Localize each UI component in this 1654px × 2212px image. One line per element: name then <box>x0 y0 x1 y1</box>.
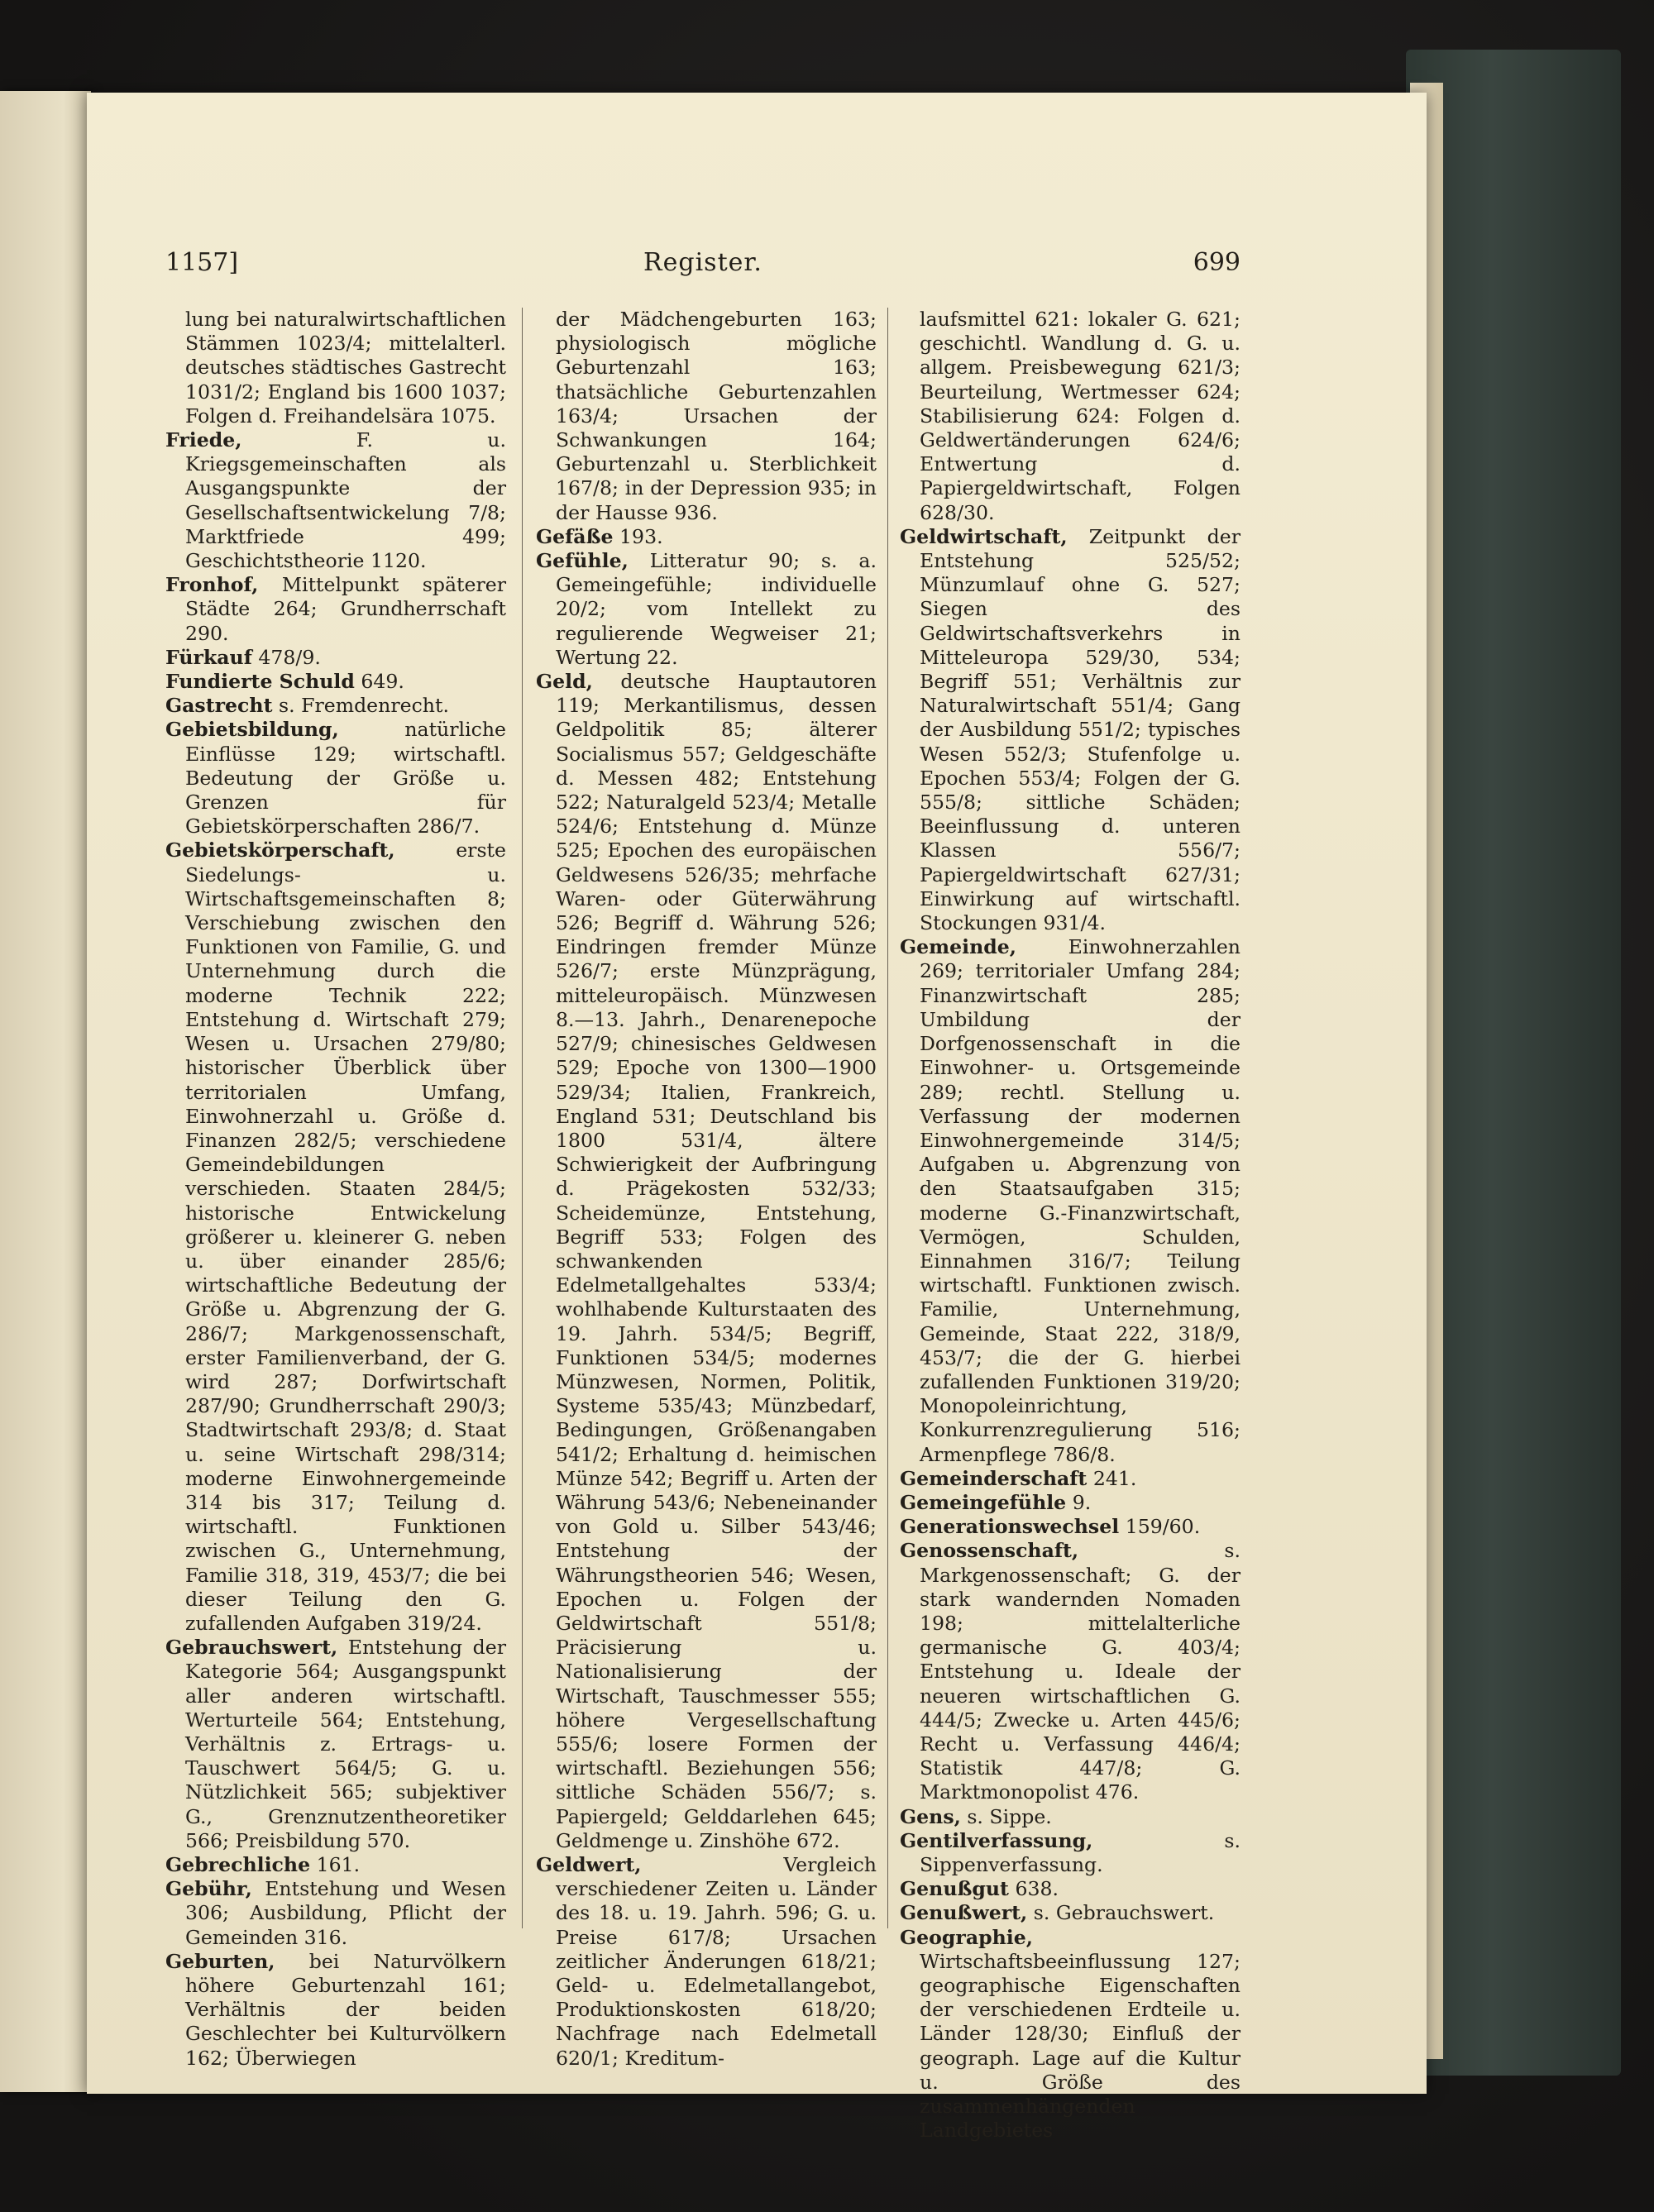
entry-headword: Genußgut <box>900 1877 1009 1901</box>
page-header <box>165 248 1240 281</box>
entry-text: 649. <box>361 670 404 694</box>
index-entry <box>165 1853 506 1877</box>
index-entry <box>900 1926 1240 2143</box>
index-entry <box>900 1901 1240 1925</box>
entry-text: 478/9. <box>258 645 321 669</box>
entry-headword: Fürkauf <box>165 645 252 669</box>
index-entry <box>165 718 506 838</box>
entry-headword: Gebietsbildung, <box>165 718 339 742</box>
entry-text: s. Gebrauchswert. <box>1033 1901 1215 1925</box>
index-entry <box>165 1877 506 1950</box>
entry-headword: Friede, <box>165 428 242 452</box>
entry-text: 9. <box>1072 1490 1092 1514</box>
entry-text: 161. <box>316 1853 361 1876</box>
register-columns <box>165 308 1241 2143</box>
entry-headword: Geld, <box>536 670 593 694</box>
entry-text: 241. <box>1092 1466 1137 1490</box>
index-entry <box>900 1829 1240 1877</box>
column-1 <box>165 308 507 2070</box>
entry-text: laufsmittel 621: lokaler G. 621; geschichtl. Wandlung d. G. u. allgem. Preisbewegung 621/3; Beurteilung, Wertmesser 624; Stabilisierung 624: Folgen d. Geldwertänderungen 624/6; Entwertung d. Papiergeldwirtschaft, Folgen 628/30. <box>920 308 1240 524</box>
index-entry <box>536 308 877 525</box>
entry-text: Einwohnerzahlen 269; territorialer Umfang 284; Finanzwirtschaft 285; Umbildung der Dorfgenossenschaft in die Einwohner- u. Ortsgemeinde 289; rechtl. Stellung u. Verfassung der modernen Einwohnergemeinde 314/5; Aufgaben u. Abgrenzung von den Staatsaufgaben 315; moderne G.-Finanzwirtschaft, Vermögen, Schulden, Einnahmen 316/7; Teilung wirtschaftl. Funktionen zwisch. Familie, Unternehmung, Gemeinde, Staat 222, 318/9, 453/7; die der G. hierbei zufallenden Funktionen 319/20; Monopoleinrichtung, Konkurrenzregulierung 516; Armenpflege 786/8. <box>920 935 1240 1466</box>
entry-headword: Genußwert, <box>900 1901 1028 1925</box>
entry-headword: Gemeingefühle <box>900 1490 1067 1514</box>
index-entry <box>536 1853 877 2071</box>
entry-text: Entstehung und Wesen 306; Ausbildung, Pflicht der Gemeinden 316. <box>185 1877 506 1949</box>
entry-headword: Fronhof, <box>165 573 259 597</box>
entry-headword: Gefäße <box>536 524 614 548</box>
index-entry <box>165 308 506 428</box>
entry-headword: Gebühr, <box>165 1877 252 1901</box>
index-entry <box>165 646 506 670</box>
entry-headword: Gemeinderschaft <box>900 1466 1088 1490</box>
entry-headword: Geburten, <box>165 1949 275 1973</box>
column-3 <box>900 308 1241 2143</box>
entry-text: s. Markgenossenschaft; G. der stark wandernden Nomaden 198; mittelalterliche germanische G. 403/4; Entstehung u. Ideale der neueren wirtschaftlichen G. 444/5; Zwecke u. Arten 445/6; Recht u. Verfassung 446/4; Statistik 447/8; G. Marktmonopolist 476. <box>920 1539 1240 1804</box>
index-entry <box>900 1539 1240 1804</box>
column-2 <box>536 308 877 2070</box>
entry-text: Vergleich verschiedener Zeiten u. Länder des 18. u. 19. Jahrh. 596; G. u. Preise 617/8; Ursachen zeitlicher Änderungen 618/21; Geld- u. Edelmetallangebot, Produktionskosten 618/20; Nachfrage nach Edelmetall 620/1; Kreditum- <box>556 1853 877 2070</box>
entry-text: Entstehung der Kategorie 564; Ausgangspunkt aller anderen wirtschaftl. Werturteile 564; Entstehung, Verhältnis z. Ertrags- u. Tauschwert 564/5; G. u. Nützlichkeit 565; subjektiver G., Grenznutzentheoretiker 566; Preisbildung 570. <box>185 1636 506 1852</box>
entry-text: Zeitpunkt der Entstehung 525/52; Münzumlauf ohne G. 527; Siegen des Geldwirtschaftsverkehrs in Mitteleuropa 529/30, 534; Begriff 551; Verhältnis zur Naturalwirtschaft 551/4; Gang der Ausbildung 551/2; typisches Wesen 552/3; Stufenfolge u. Epochen 553/4; Folgen der G. 555/8; sittliche Schäden; Beeinflussung d. unteren Klassen 556/7; Papiergeldwirtschaft 627/31; Einwirkung auf wirtschaftl. Stockungen 931/4. <box>920 524 1241 935</box>
entry-headword: Gastrecht <box>165 694 273 718</box>
entry-text: s. Sippe. <box>967 1804 1052 1828</box>
entry-headword: Geldwirtschaft, <box>900 524 1068 548</box>
entry-text: F. u. Kriegsgemeinschaften als Ausgangspunkte der Gesellschaftsentwickelung 7/8; Marktfriede 499; Geschichtstheorie 1120. <box>185 428 507 573</box>
entry-text: 638. <box>1015 1877 1059 1901</box>
index-entry <box>900 1467 1240 1491</box>
entry-headword: Gemeinde, <box>900 935 1016 959</box>
entry-text: lung bei naturalwirtschaftlichen Stämmen 1023/4; mittelalterl. deutsches städtisches Gastrecht 1031/2; England bis 1600 1037; Folgen d. Freihandelsära 1075. <box>185 308 506 428</box>
left-page-edge <box>0 91 91 2092</box>
index-entry <box>536 670 877 1853</box>
index-entry <box>900 1491 1240 1515</box>
entry-text: Mittelpunkt späterer Städte 264; Grundherrschaft 290. <box>185 573 506 645</box>
index-entry <box>165 428 506 573</box>
entry-headword: Fundierte Schuld <box>165 670 355 694</box>
index-entry <box>165 1950 506 2071</box>
running-title: Register. <box>643 248 762 277</box>
entry-headword: Geographie, <box>900 1925 1033 1949</box>
entry-text: natürliche Einflüsse 129; wirtschaftl. Bedeutung der Größe u. Grenzen für Gebietskörperschaften 286/7. <box>185 718 506 838</box>
index-entry <box>165 1636 506 1853</box>
entry-headword: Gens, <box>900 1804 961 1828</box>
index-entry <box>900 1805 1240 1829</box>
entry-headword: Generationswechsel <box>900 1515 1120 1539</box>
index-entry <box>900 935 1240 1466</box>
entry-headword: Gebietskörperschaft, <box>165 838 395 862</box>
index-entry <box>165 838 506 1636</box>
entry-text: erste Siedelungs- u. Wirtschaftsgemeinschaften 8; Verschiebung zwischen den Funktionen von Familie, G. und Unternehmung durch die moderne Technik 222; Entstehung d. Wirtschaft 279; Wesen u. Ursachen 279/80; historischer Überblick über territorialen Umfang, Einwohnerzahl u. Größe d. Finanzen 282/5; verschiedene Gemeindebildungen verschieden. Staaten 284/5; historische Entwickelung größerer u. kleinerer G. neben u. über einander 285/6; wirtschaftliche Bedeutung der Größe u. Abgrenzung der G. 286/7; Markgenossenschaft, erster Familienverband, der G. wird 287; Dorfwirtschaft 287/90; Grundherrschaft 290/3; Stadtwirtschaft 293/8; d. Staat u. seine Wirtschaft 298/314; moderne Einwohnergemeinde 314 bis 317; Teilung d. wirtschaftl. Funktionen zwischen G., Unternehmung, Familie 318, 319, 453/7; die bei dieser Teilung den G. zufallenden Aufgaben 319/24. <box>185 838 506 1635</box>
entry-headword: Genossenschaft, <box>900 1539 1079 1563</box>
entry-text: s. Fremdenrecht. <box>278 694 449 718</box>
entry-text: Wirtschaftsbeeinflussung 127; geographische Eigenschaften der verschiedenen Erdteile u. Länder 128/30; Einfluß der geograph. Lage auf die Kultur u. Größe des zusammenhängenden Landgebietes <box>920 1949 1240 2143</box>
entry-headword: Gebrauchswert, <box>165 1636 338 1660</box>
entry-headword: Geldwert, <box>536 1853 642 1876</box>
entry-text: s. Sippenverfassung. <box>920 1828 1240 1876</box>
page-number: 699 <box>1193 248 1240 277</box>
entry-text: 193. <box>619 524 663 548</box>
index-entry <box>900 1515 1240 1539</box>
index-entry <box>165 573 506 646</box>
index-entry <box>900 1877 1240 1901</box>
index-entry <box>536 525 877 549</box>
index-entry <box>536 549 877 670</box>
entry-text: bei Naturvölkern höhere Geburtenzahl 161; Verhältnis der beiden Geschlechter bei Kulturvölkern 162; Überwiegen <box>185 1949 506 2070</box>
entry-headword: Gefühle, <box>536 549 629 573</box>
index-entry <box>165 694 506 718</box>
entry-headword: Gentilverfassung, <box>900 1828 1093 1852</box>
entry-headword: Gebrechliche <box>165 1853 311 1876</box>
entry-text: Litteratur 90; s. a. Gemeingefühle; individuelle 20/2; vom Intellekt zu regulierende Wegweiser 21; Wertung 22. <box>556 549 877 669</box>
index-entry <box>900 525 1240 935</box>
entry-text: 159/60. <box>1125 1515 1201 1539</box>
index-entry <box>900 308 1240 525</box>
column-number: 1157] <box>165 248 239 277</box>
entry-text: deutsche Hauptautoren 119; Merkantilismus, dessen Geldpolitik 85; älterer Socialismus 557; Geldgeschäfte d. Messen 482; Entstehung 522; Naturalgeld 523/4; Metalle 524/6; Entstehung d. Münze 525; Epochen des europäischen Geldwesens 526/35; mehrfache Waren- oder Güterwährung 526; Begriff d. Währung 526; Eindringen fremder Münze 526/7; erste Münzprägung, mitteleuropäisch. Münzwesen 8.—13. Jahrh., Denarenepoche 527/9; chinesisches Geldwesen 529; Epoche von 1300—1900 529/34; Italien, Frankreich, England 531; Deutschland bis 1800 531/4, ältere Schwierigkeit der Aufbringung d. Prägekosten 532/33; Scheidemünze, Entstehung, Begriff 533; Folgen des schwankenden Edelmetallgehaltes 533/4; wohlhabende Kulturstaaten des 19. Jahrh. 534/5; Begriff, Funktionen 534/5; modernes Münzwesen, Normen, Politik, Systeme 535/43; Münzbedarf, Bedingungen, Größenangaben 541/2; Erhaltung d. heimischen Münze 542; Begriff u. Arten der Währung 543/6; Nebeneinander von Gold u. Silber 543/46; Entstehung der Währungstheorien 546; Wesen, Epochen u. Folgen der Geldwirtschaft 551/8; Präcisierung u. Nationalisierung der Wirtschaft, Tauschmesser 555; höhere Vergesellschaftung 555/6; losere Formen der wirtschaftl. Beziehungen 556; sittliche Schäden 556/7; s. Papiergeld; Gelddarlehen 645; Geldmenge u. Zinshöhe 672. <box>556 670 877 1852</box>
entry-text: der Mädchengeburten 163; physiologisch mögliche Geburtenzahl 163; thatsächliche Geburtenzahlen 163/4; Ursachen der Schwankungen 164; Geburtenzahl u. Sterblichkeit 167/8; in der Depression 935; in der Hausse 936. <box>556 308 877 524</box>
index-entry <box>165 670 506 694</box>
